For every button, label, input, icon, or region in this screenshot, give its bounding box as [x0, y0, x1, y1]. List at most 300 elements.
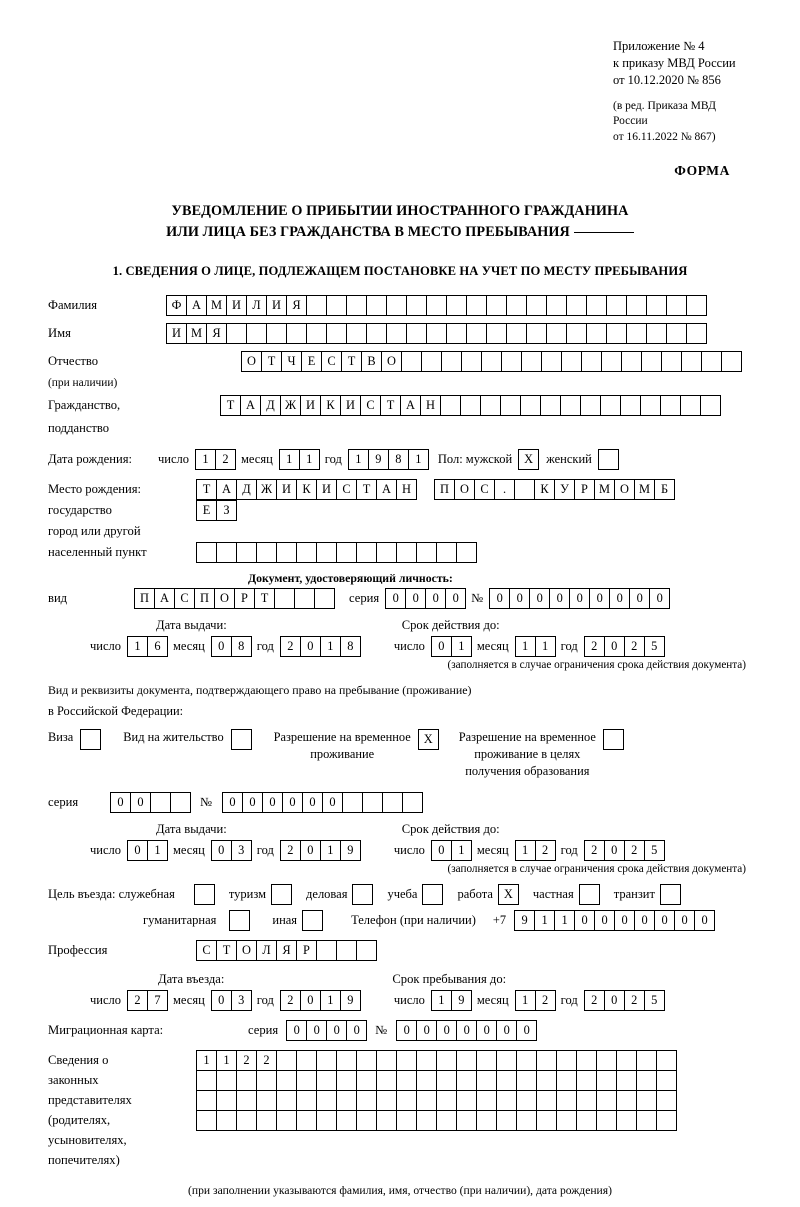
char-cell[interactable]: [506, 295, 527, 316]
char-cell[interactable]: .: [494, 479, 515, 500]
char-cell[interactable]: [306, 323, 327, 344]
char-cell[interactable]: [436, 1090, 457, 1111]
char-cell[interactable]: [302, 910, 323, 931]
char-cell[interactable]: [382, 792, 403, 813]
char-cell[interactable]: 2: [280, 636, 301, 657]
char-cell[interactable]: 1: [299, 449, 320, 470]
char-cell[interactable]: Ж: [280, 395, 301, 416]
char-cell[interactable]: 0: [300, 636, 321, 657]
char-cell[interactable]: [316, 1050, 337, 1071]
char-cell[interactable]: [606, 295, 627, 316]
char-cell[interactable]: [486, 323, 507, 344]
char-cell[interactable]: 0: [326, 1020, 347, 1041]
char-cell[interactable]: [336, 940, 357, 961]
char-cell[interactable]: О: [241, 351, 262, 372]
char-cell[interactable]: [701, 351, 722, 372]
char-cell[interactable]: 0: [300, 840, 321, 861]
char-cell[interactable]: А: [216, 479, 237, 500]
char-cell[interactable]: [456, 1050, 477, 1071]
char-cell[interactable]: [436, 542, 457, 563]
char-cell[interactable]: [416, 1110, 437, 1131]
char-cell[interactable]: [422, 884, 443, 905]
char-cell[interactable]: X: [498, 884, 519, 905]
char-cell[interactable]: 5: [644, 840, 665, 861]
char-cell[interactable]: [603, 729, 624, 750]
purpose-other-box[interactable]: [302, 910, 322, 931]
char-cell[interactable]: [426, 323, 447, 344]
birth-day-boxes[interactable]: [195, 449, 235, 470]
char-cell[interactable]: [276, 1110, 297, 1131]
purpose-tourism-box[interactable]: [271, 884, 291, 905]
char-cell[interactable]: [376, 1090, 397, 1111]
char-cell[interactable]: Т: [196, 479, 217, 500]
char-cell[interactable]: И: [166, 323, 187, 344]
char-cell[interactable]: [486, 295, 507, 316]
char-cell[interactable]: 3: [231, 840, 252, 861]
char-cell[interactable]: [516, 1090, 537, 1111]
char-cell[interactable]: [421, 351, 442, 372]
char-cell[interactable]: 0: [211, 636, 232, 657]
char-cell[interactable]: Т: [254, 588, 275, 609]
char-cell[interactable]: [266, 323, 287, 344]
char-cell[interactable]: 1: [216, 1050, 237, 1071]
char-cell[interactable]: Е: [301, 351, 322, 372]
char-cell[interactable]: [294, 588, 315, 609]
char-cell[interactable]: [271, 884, 292, 905]
char-cell[interactable]: [621, 351, 642, 372]
char-cell[interactable]: Т: [356, 479, 377, 500]
char-cell[interactable]: [540, 395, 561, 416]
char-cell[interactable]: 0: [211, 840, 232, 861]
char-cell[interactable]: 9: [340, 990, 361, 1011]
mcard-series-boxes[interactable]: [286, 1020, 366, 1041]
char-cell[interactable]: 0: [346, 1020, 367, 1041]
birth-year-boxes[interactable]: [348, 449, 428, 470]
char-cell[interactable]: [680, 395, 701, 416]
char-cell[interactable]: И: [226, 295, 247, 316]
char-cell[interactable]: 0: [594, 910, 615, 931]
char-cell[interactable]: Л: [256, 940, 277, 961]
char-cell[interactable]: [586, 295, 607, 316]
char-cell[interactable]: 1: [515, 840, 536, 861]
char-cell[interactable]: [661, 351, 682, 372]
char-cell[interactable]: 9: [514, 910, 535, 931]
char-cell[interactable]: [396, 542, 417, 563]
char-cell[interactable]: [216, 1110, 237, 1131]
char-cell[interactable]: Т: [341, 351, 362, 372]
char-cell[interactable]: И: [340, 395, 361, 416]
residence-box[interactable]: [224, 729, 252, 750]
char-cell[interactable]: [496, 1070, 517, 1091]
char-cell[interactable]: [396, 1090, 417, 1111]
char-cell[interactable]: 9: [368, 449, 389, 470]
char-cell[interactable]: [476, 1090, 497, 1111]
char-cell[interactable]: 9: [340, 840, 361, 861]
char-cell[interactable]: 0: [549, 588, 570, 609]
char-cell[interactable]: [436, 1070, 457, 1091]
char-cell[interactable]: [636, 1110, 657, 1131]
char-cell[interactable]: 0: [431, 840, 452, 861]
char-cell[interactable]: [236, 1070, 257, 1091]
char-cell[interactable]: Н: [420, 395, 441, 416]
birthplace-city-boxes-row1[interactable]: [434, 479, 674, 500]
char-cell[interactable]: 1: [320, 636, 341, 657]
stay-to-year-boxes[interactable]: [584, 990, 664, 1011]
char-cell[interactable]: [226, 323, 247, 344]
purpose-business-box[interactable]: [352, 884, 372, 905]
char-cell[interactable]: 1: [451, 840, 472, 861]
char-cell[interactable]: С: [360, 395, 381, 416]
char-cell[interactable]: [600, 395, 621, 416]
char-cell[interactable]: [376, 542, 397, 563]
char-cell[interactable]: 2: [280, 840, 301, 861]
entry-month-boxes[interactable]: [211, 990, 251, 1011]
char-cell[interactable]: О: [614, 479, 635, 500]
char-cell[interactable]: [196, 1090, 217, 1111]
char-cell[interactable]: [601, 351, 622, 372]
char-cell[interactable]: [641, 351, 662, 372]
char-cell[interactable]: [646, 295, 667, 316]
char-cell[interactable]: [666, 323, 687, 344]
char-cell[interactable]: И: [300, 395, 321, 416]
char-cell[interactable]: [560, 395, 581, 416]
char-cell[interactable]: [296, 1070, 317, 1091]
char-cell[interactable]: [386, 295, 407, 316]
char-cell[interactable]: 2: [535, 990, 556, 1011]
char-cell[interactable]: 0: [385, 588, 406, 609]
char-cell[interactable]: 1: [127, 636, 148, 657]
char-cell[interactable]: 1: [408, 449, 429, 470]
char-cell[interactable]: Д: [236, 479, 257, 500]
sex-female-box[interactable]: [598, 449, 618, 470]
char-cell[interactable]: А: [400, 395, 421, 416]
char-cell[interactable]: 1: [431, 990, 452, 1011]
residence-option[interactable]: [123, 729, 251, 750]
mcard-number-boxes[interactable]: [396, 1020, 536, 1041]
purpose-other-option[interactable]: [272, 910, 327, 931]
char-cell[interactable]: 0: [694, 910, 715, 931]
char-cell[interactable]: 0: [262, 792, 283, 813]
char-cell[interactable]: [520, 395, 541, 416]
char-cell[interactable]: [216, 1090, 237, 1111]
char-cell[interactable]: [326, 323, 347, 344]
char-cell[interactable]: [396, 1110, 417, 1131]
char-cell[interactable]: [352, 884, 373, 905]
purpose-humanitarian-option[interactable]: [143, 910, 254, 931]
char-cell[interactable]: [196, 542, 217, 563]
char-cell[interactable]: [456, 1110, 477, 1131]
char-cell[interactable]: 0: [445, 588, 466, 609]
char-cell[interactable]: [316, 542, 337, 563]
char-cell[interactable]: К: [320, 395, 341, 416]
char-cell[interactable]: [276, 1090, 297, 1111]
char-cell[interactable]: [336, 542, 357, 563]
char-cell[interactable]: [376, 1050, 397, 1071]
char-cell[interactable]: О: [381, 351, 402, 372]
char-cell[interactable]: 0: [127, 840, 148, 861]
char-cell[interactable]: 5: [644, 990, 665, 1011]
char-cell[interactable]: [581, 351, 602, 372]
char-cell[interactable]: Л: [246, 295, 267, 316]
char-cell[interactable]: У: [554, 479, 575, 500]
char-cell[interactable]: [460, 395, 481, 416]
char-cell[interactable]: [466, 295, 487, 316]
char-cell[interactable]: 2: [584, 840, 605, 861]
char-cell[interactable]: [656, 1110, 677, 1131]
char-cell[interactable]: [314, 588, 335, 609]
char-cell[interactable]: [496, 1110, 517, 1131]
birth-month-boxes[interactable]: [279, 449, 319, 470]
surname-boxes[interactable]: [166, 295, 706, 316]
char-cell[interactable]: [556, 1090, 577, 1111]
char-cell[interactable]: [496, 1050, 517, 1071]
stay-to-month-boxes[interactable]: [515, 990, 555, 1011]
char-cell[interactable]: Т: [220, 395, 241, 416]
char-cell[interactable]: 0: [604, 636, 625, 657]
char-cell[interactable]: 0: [589, 588, 610, 609]
char-cell[interactable]: [416, 1090, 437, 1111]
char-cell[interactable]: [276, 542, 297, 563]
char-cell[interactable]: 0: [130, 792, 151, 813]
char-cell[interactable]: 0: [405, 588, 426, 609]
char-cell[interactable]: [456, 1070, 477, 1091]
char-cell[interactable]: [336, 1090, 357, 1111]
char-cell[interactable]: X: [418, 729, 439, 750]
char-cell[interactable]: [466, 323, 487, 344]
char-cell[interactable]: [426, 295, 447, 316]
char-cell[interactable]: П: [134, 588, 155, 609]
char-cell[interactable]: [526, 295, 547, 316]
char-cell[interactable]: С: [321, 351, 342, 372]
char-cell[interactable]: 0: [649, 588, 670, 609]
char-cell[interactable]: [616, 1070, 637, 1091]
char-cell[interactable]: [274, 588, 295, 609]
char-cell[interactable]: 1: [348, 449, 369, 470]
char-cell[interactable]: [546, 323, 567, 344]
char-cell[interactable]: [598, 449, 619, 470]
char-cell[interactable]: 2: [535, 840, 556, 861]
char-cell[interactable]: 0: [302, 792, 323, 813]
doc-series-boxes[interactable]: [385, 588, 465, 609]
char-cell[interactable]: 1: [147, 840, 168, 861]
char-cell[interactable]: 1: [320, 840, 341, 861]
char-cell[interactable]: [636, 1070, 657, 1091]
purpose-service-box[interactable]: [194, 884, 214, 905]
char-cell[interactable]: 0: [614, 910, 635, 931]
char-cell[interactable]: 0: [496, 1020, 517, 1041]
char-cell[interactable]: М: [634, 479, 655, 500]
char-cell[interactable]: [586, 323, 607, 344]
char-cell[interactable]: [636, 1050, 657, 1071]
legal-boxes-row-2[interactable]: [196, 1070, 676, 1091]
char-cell[interactable]: [236, 542, 257, 563]
char-cell[interactable]: [356, 1070, 377, 1091]
char-cell[interactable]: 2: [584, 636, 605, 657]
char-cell[interactable]: [256, 1110, 277, 1131]
char-cell[interactable]: С: [336, 479, 357, 500]
char-cell[interactable]: [416, 542, 437, 563]
char-cell[interactable]: 8: [388, 449, 409, 470]
char-cell[interactable]: 0: [222, 792, 243, 813]
char-cell[interactable]: [346, 323, 367, 344]
char-cell[interactable]: [150, 792, 171, 813]
char-cell[interactable]: [596, 1070, 617, 1091]
char-cell[interactable]: Н: [396, 479, 417, 500]
purpose-work-box[interactable]: [498, 884, 518, 905]
char-cell[interactable]: [616, 1050, 637, 1071]
doc-issue-day-boxes[interactable]: [127, 636, 167, 657]
char-cell[interactable]: Я: [206, 323, 227, 344]
char-cell[interactable]: [476, 1070, 497, 1091]
temp-residence-option[interactable]: [274, 729, 439, 762]
char-cell[interactable]: [362, 792, 383, 813]
visa-box[interactable]: [73, 729, 101, 750]
char-cell[interactable]: [579, 884, 600, 905]
char-cell[interactable]: [306, 295, 327, 316]
char-cell[interactable]: [441, 351, 462, 372]
char-cell[interactable]: [526, 323, 547, 344]
legal-boxes-row-4[interactable]: [196, 1110, 676, 1131]
citizenship-boxes[interactable]: [220, 395, 720, 416]
char-cell[interactable]: [660, 395, 681, 416]
char-cell[interactable]: [396, 1050, 417, 1071]
char-cell[interactable]: С: [174, 588, 195, 609]
char-cell[interactable]: [561, 351, 582, 372]
char-cell[interactable]: [376, 1110, 397, 1131]
purpose-humanitarian-box[interactable]: [229, 910, 249, 931]
char-cell[interactable]: [456, 542, 477, 563]
edu-residence-option[interactable]: [459, 729, 624, 779]
char-cell[interactable]: 0: [110, 792, 131, 813]
char-cell[interactable]: [496, 1090, 517, 1111]
char-cell[interactable]: 8: [340, 636, 361, 657]
char-cell[interactable]: 5: [644, 636, 665, 657]
char-cell[interactable]: Р: [574, 479, 595, 500]
doc-valid-day-boxes[interactable]: [431, 636, 471, 657]
char-cell[interactable]: [296, 1110, 317, 1131]
char-cell[interactable]: [216, 1070, 237, 1091]
char-cell[interactable]: [461, 351, 482, 372]
char-cell[interactable]: [541, 351, 562, 372]
char-cell[interactable]: [656, 1090, 677, 1111]
char-cell[interactable]: [80, 729, 101, 750]
char-cell[interactable]: [416, 1050, 437, 1071]
char-cell[interactable]: 0: [569, 588, 590, 609]
char-cell[interactable]: 0: [604, 840, 625, 861]
phone-boxes[interactable]: [514, 910, 714, 931]
birthplace-state-boxes[interactable]: [196, 479, 416, 500]
char-cell[interactable]: 2: [624, 840, 645, 861]
doc-valid-year-boxes[interactable]: [584, 636, 664, 657]
char-cell[interactable]: Р: [234, 588, 255, 609]
char-cell[interactable]: 0: [574, 910, 595, 931]
char-cell[interactable]: М: [206, 295, 227, 316]
char-cell[interactable]: [246, 323, 267, 344]
char-cell[interactable]: [170, 792, 191, 813]
char-cell[interactable]: Д: [260, 395, 281, 416]
char-cell[interactable]: [481, 351, 502, 372]
legal-boxes-row-3[interactable]: [196, 1090, 676, 1111]
char-cell[interactable]: 1: [279, 449, 300, 470]
char-cell[interactable]: [514, 479, 535, 500]
char-cell[interactable]: 3: [231, 990, 252, 1011]
char-cell[interactable]: [721, 351, 742, 372]
char-cell[interactable]: 0: [436, 1020, 457, 1041]
char-cell[interactable]: 0: [516, 1020, 537, 1041]
char-cell[interactable]: А: [186, 295, 207, 316]
char-cell[interactable]: 0: [300, 990, 321, 1011]
char-cell[interactable]: [566, 323, 587, 344]
char-cell[interactable]: 0: [431, 636, 452, 657]
name-boxes[interactable]: [166, 323, 706, 344]
purpose-service-option[interactable]: [48, 884, 219, 905]
char-cell[interactable]: [196, 1070, 217, 1091]
char-cell[interactable]: [580, 395, 601, 416]
stay-issue-year-boxes[interactable]: [280, 840, 360, 861]
sex-male-box[interactable]: [518, 449, 538, 470]
char-cell[interactable]: [536, 1050, 557, 1071]
char-cell[interactable]: 0: [674, 910, 695, 931]
char-cell[interactable]: [366, 323, 387, 344]
char-cell[interactable]: М: [186, 323, 207, 344]
char-cell[interactable]: [296, 1050, 317, 1071]
char-cell[interactable]: Я: [286, 295, 307, 316]
char-cell[interactable]: З: [216, 500, 237, 521]
char-cell[interactable]: [596, 1050, 617, 1071]
char-cell[interactable]: [446, 295, 467, 316]
char-cell[interactable]: [386, 323, 407, 344]
char-cell[interactable]: О: [454, 479, 475, 500]
char-cell[interactable]: [666, 295, 687, 316]
char-cell[interactable]: [336, 1070, 357, 1091]
char-cell[interactable]: [216, 542, 237, 563]
purpose-transit-option[interactable]: [614, 884, 685, 905]
stay-valid-year-boxes[interactable]: [584, 840, 664, 861]
char-cell[interactable]: С: [474, 479, 495, 500]
char-cell[interactable]: И: [266, 295, 287, 316]
char-cell[interactable]: [336, 1050, 357, 1071]
char-cell[interactable]: [316, 940, 337, 961]
char-cell[interactable]: О: [236, 940, 257, 961]
char-cell[interactable]: [316, 1090, 337, 1111]
char-cell[interactable]: [536, 1090, 557, 1111]
char-cell[interactable]: [436, 1110, 457, 1131]
char-cell[interactable]: [356, 1110, 377, 1131]
char-cell[interactable]: [366, 295, 387, 316]
legal-boxes-row-1[interactable]: [196, 1050, 676, 1071]
char-cell[interactable]: 2: [624, 636, 645, 657]
char-cell[interactable]: 2: [215, 449, 236, 470]
profession-boxes[interactable]: [196, 940, 376, 961]
stay-series-boxes[interactable]: [110, 792, 190, 813]
birthplace-empty-boxes[interactable]: [196, 542, 476, 563]
char-cell[interactable]: 0: [211, 990, 232, 1011]
char-cell[interactable]: [256, 1090, 277, 1111]
char-cell[interactable]: 1: [320, 990, 341, 1011]
char-cell[interactable]: [346, 295, 367, 316]
char-cell[interactable]: [476, 1050, 497, 1071]
char-cell[interactable]: [402, 792, 423, 813]
char-cell[interactable]: [521, 351, 542, 372]
char-cell[interactable]: 6: [147, 636, 168, 657]
char-cell[interactable]: [476, 1110, 497, 1131]
char-cell[interactable]: Я: [276, 940, 297, 961]
char-cell[interactable]: [316, 1070, 337, 1091]
char-cell[interactable]: [356, 940, 377, 961]
char-cell[interactable]: Ж: [256, 479, 277, 500]
char-cell[interactable]: [401, 351, 422, 372]
char-cell[interactable]: 0: [456, 1020, 477, 1041]
